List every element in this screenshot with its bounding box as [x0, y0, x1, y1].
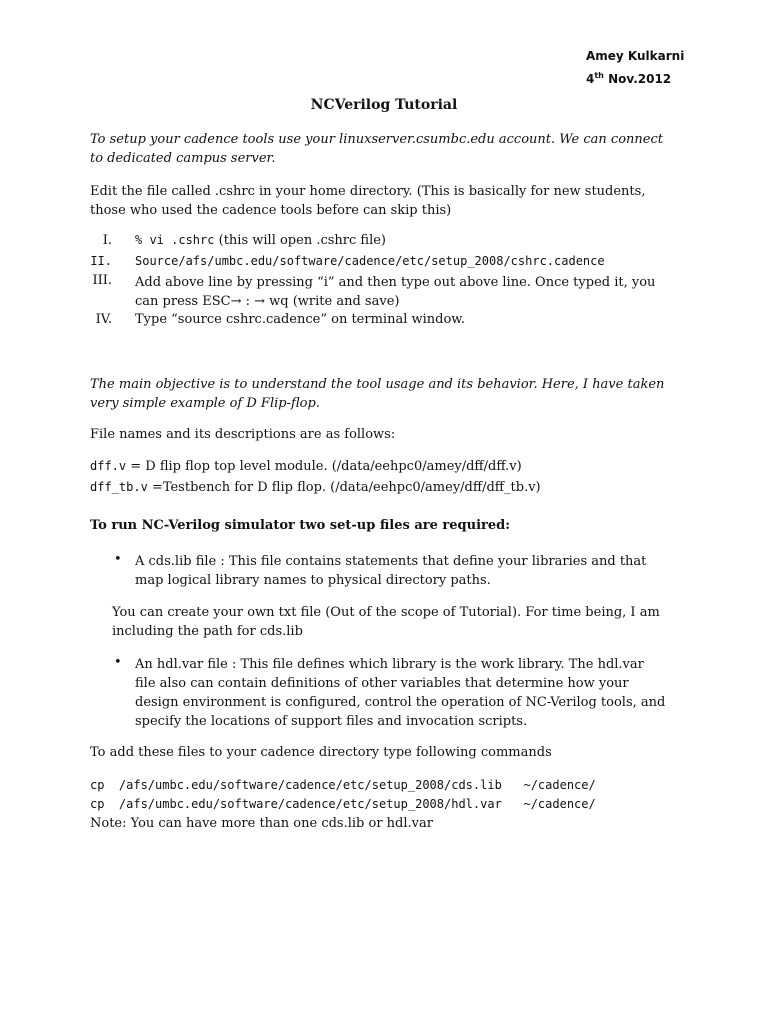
page-title: NCVerilog Tutorial	[310, 97, 458, 113]
add-files-paragraph: To add these files to your cadence directory type following commands	[90, 745, 552, 760]
note: Note: You can have more than one cds.lib or hdl.var	[90, 816, 433, 831]
files-intro: File names and its descriptions are as follows:	[90, 427, 396, 442]
objective-paragraph: The main objective is to understand the tool usage and its behavior. Here, I have taken very simple example of D Flip-flop.	[90, 377, 665, 411]
step-number-3: III.	[92, 273, 112, 288]
step-2: Source/afs/umbc.edu/software/cadence/etc/setup_2008/cshrc.cadence	[135, 254, 605, 268]
date: 4th Nov.2012	[586, 71, 672, 86]
step-number-2: II.	[90, 254, 112, 268]
step-4: Type “source cshrc.cadence” on terminal window.	[135, 312, 466, 327]
step-number-1: I.	[102, 233, 112, 248]
command-hdl-var: cp /afs/umbc.edu/software/cadence/etc/setup_2008/hdl.var ~/cadence/	[90, 797, 596, 811]
author-block	[586, 46, 684, 89]
command-cds-lib: cp /afs/umbc.edu/software/cadence/etc/setup_2008/cds.lib ~/cadence/	[90, 778, 596, 792]
edit-paragraph: Edit the file called .cshrc in your home directory. (This is basically for new students, those who used the cadence tools before can skip this)	[90, 184, 646, 218]
own-txt-paragraph: You can create your own txt file (Out of the scope of Tutorial). For time being, I am including the path for cds.lib	[112, 605, 660, 639]
bullet-cds-lib: A cds.lib file : This file contains statements that define your libraries and that map logical library names to physical directory paths.	[135, 554, 647, 588]
intro-paragraph: To setup your cadence tools use your linuxserver.csumbc.edu account. We can connect to dedicated campus server.	[90, 132, 663, 166]
bullet-icon: •	[114, 552, 122, 567]
step-3: Add above line by pressing “i” and then type out above line. Once typed it, you can press ESC→ : → wq (write and save)	[135, 275, 656, 309]
step-number-4: IV.	[95, 312, 112, 327]
setup-heading: To run NC-Verilog simulator two set-up files are required:	[90, 518, 511, 533]
step-1: % vi .cshrc (this will open .cshrc file)	[135, 233, 387, 248]
file-dff-tb: dff_tb.v =Testbench for D flip flop. (/data/eehpc0/amey/dff/dff_tb.v)	[90, 480, 541, 495]
bullet-hdl-var: An hdl.var file : This file defines which library is the work library. The hdl.var file also can contain definitions of other variables that determine how your design environment is configured, control the operation of NC-Verilog tools, and specify the locations of support files and invocation scripts.	[135, 657, 666, 729]
file-dff: dff.v = D flip flop top level module. (/data/eehpc0/amey/dff/dff.v)	[90, 459, 522, 474]
author-name: Amey Kulkarni	[586, 49, 685, 63]
bullet-icon: •	[114, 655, 122, 670]
